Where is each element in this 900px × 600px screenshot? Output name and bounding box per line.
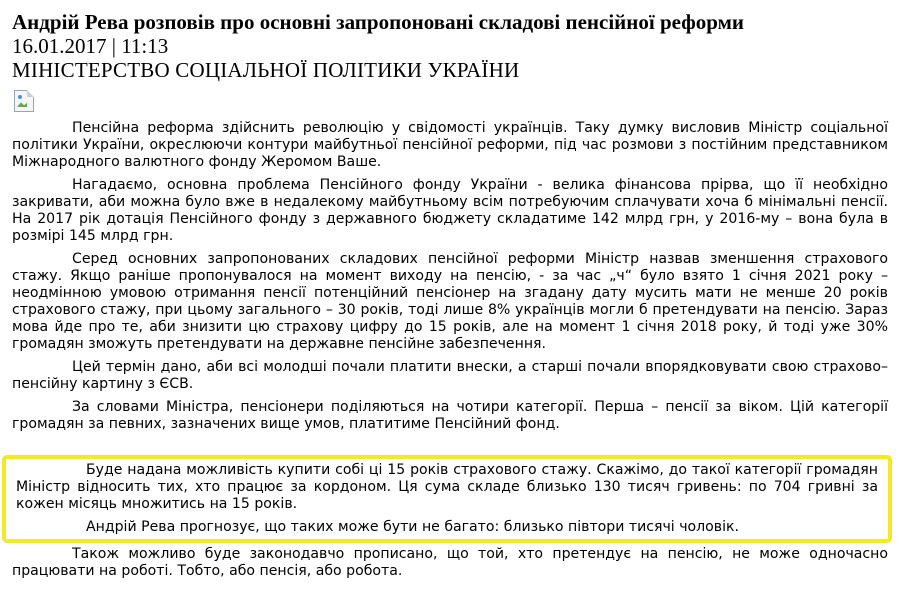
article-paragraph: Пенсійна реформа здійснить революцію у свідомості українців. Таку думку висловив Міністр соціальної політики України, окреслюючи контури майбутньої пенсійної реформи, під час розмови з постійним представником Міжнародного валютного фонду Жеромом Ваше. xyxy=(12,120,888,170)
article-paragraph: За словами Міністра, пенсіонери поділяються на чотири категорії. Перша – пенсії за віком. Цій категорії громадян за певних, зазначених вище умов, платитиме Пенсійний фонд. xyxy=(12,399,888,432)
highlighted-section xyxy=(2,455,892,543)
article-paragraph: Нагадаємо, основна проблема Пенсійного фонду України - велика фінансова прірва, що її необхідно закривати, аби можна було вже в недалекому майбутньому всім потребуючим сплачувати хоча б мінімальні пенсії. На 2017 рік дотація Пенсійного фонду з державного бюджету складатиме 142 млрд грн, у 2016-му – вона була в розмірі 145 млрд грн. xyxy=(12,177,888,244)
ministry-name: МІНІСТЕРСТВО СОЦІАЛЬНОЇ ПОЛІТИКИ УКРАЇНИ xyxy=(12,58,520,82)
article-datetime: 16.01.2017 | 11:13 xyxy=(12,34,169,58)
broken-image-icon xyxy=(12,88,38,114)
article-title: Андрій Рева розповів про основні запропоновані складові пенсійної реформи xyxy=(12,10,745,34)
highlighted-paragraph: Андрій Рева прогнозує, що таких може бути не багато: близько півтори тисячі чоловік. xyxy=(86,519,739,535)
article-paragraph: Також можливо буде законодавчо прописано, що той, хто претендує на пенсію, не може одночасно працювати на роботі. Тобто, або пенсія, або робота. xyxy=(12,546,888,579)
highlighted-paragraph: Буде надана можливість купити собі ці 15 років страхового стажу. Скажімо, до такої категорії громадян Міністр відносить тих, хто працює за кордоном. Ця сума складе близько 130 тисяч гривень: по 704 гривні за кожен місяць множитись на 15 років. xyxy=(16,462,878,512)
article-paragraph: Серед основних запропонованих складових пенсійної реформи Міністр назвав зменшення страхового стажу. Якщо раніше пропонувалося на момент виходу на пенсію, - за час „ч“ було взято 1 січня 2021 року – неодмінною умовою отримання пенсії потенційний пенсіонер на згадану дату мусить мати не менше 20 років страхового стажу, при цьому загального – 30 років, тоді лише 8% українців могли б претендувати на пенсію. Зараз мова йде про те, аби знизити цю страхову цифру до 15 років, але на момент 1 січня 2018 року, й тоді уже 30% громадян зможуть претендувати на державне пенсійне забезпечення. xyxy=(12,251,888,352)
article-paragraph: Цей термін дано, аби всі молодші почали платити внески, а старші почали впорядковувати свою страхово–пенсійну картину з ЄСВ. xyxy=(12,359,888,392)
article xyxy=(12,10,888,439)
article-continuation xyxy=(12,546,888,586)
